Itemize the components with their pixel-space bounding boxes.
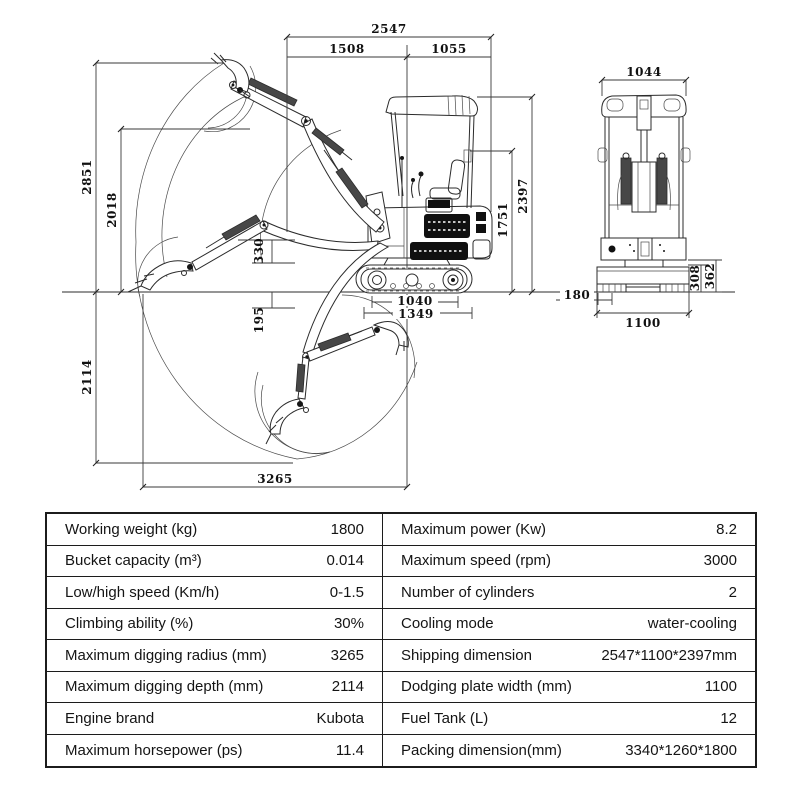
dim-2397: 2397 xyxy=(516,178,530,214)
spec-value: 2547*1100*2397mm xyxy=(601,646,737,664)
dim-1751: 1751 xyxy=(496,202,510,238)
spec-row xyxy=(47,672,382,704)
spec-label: Climbing ability (%) xyxy=(65,615,194,633)
spec-row xyxy=(47,735,382,767)
control-console xyxy=(411,172,452,213)
canopy-front-post xyxy=(391,112,403,196)
spec-label: Engine brand xyxy=(65,709,155,727)
dim-195: 195 xyxy=(252,306,266,334)
spec-row xyxy=(383,577,755,609)
spec-value: 12 xyxy=(720,709,737,727)
spec-value: 3265 xyxy=(330,646,364,664)
dim-180: 180 xyxy=(563,288,591,302)
spec-row xyxy=(383,609,755,641)
dim-308: 308 xyxy=(688,264,702,292)
canopy-roof xyxy=(386,96,478,116)
spec-row xyxy=(383,735,755,767)
bucket-high xyxy=(211,53,250,98)
dim-1044: 1044 xyxy=(626,65,662,79)
rear-mirror-left xyxy=(598,148,607,162)
spec-label: Low/high speed (Km/h) xyxy=(65,583,220,601)
spec-label: Number of cylinders xyxy=(401,583,535,601)
spec-row xyxy=(383,703,755,735)
spec-table-left-column xyxy=(47,514,383,766)
spec-value: 11.4 xyxy=(335,741,364,759)
dim-362: 362 xyxy=(703,262,717,290)
spec-row xyxy=(47,577,382,609)
spec-row xyxy=(383,640,755,672)
spec-label: Maximum horsepower (ps) xyxy=(65,741,243,759)
rear-mirror-right xyxy=(681,148,690,162)
spec-table xyxy=(45,512,757,768)
rear-body xyxy=(601,238,686,267)
spec-row xyxy=(47,609,382,641)
dim-1100: 1100 xyxy=(625,316,661,330)
spec-value: water-cooling xyxy=(647,615,737,633)
rear-view xyxy=(597,95,690,292)
dim-1040: 1040 xyxy=(397,294,433,308)
spec-label: Dodging plate width (mm) xyxy=(401,678,572,696)
spec-row xyxy=(47,703,382,735)
spec-label: Cooling mode xyxy=(401,615,494,633)
dim-1508: 1508 xyxy=(329,42,365,56)
spec-label: Maximum digging radius (mm) xyxy=(65,646,267,664)
spec-label: Fuel Tank (L) xyxy=(401,709,489,727)
bucket-curl xyxy=(374,322,408,348)
dim-1055: 1055 xyxy=(431,42,467,56)
spec-value: 1800 xyxy=(330,520,364,538)
spec-row xyxy=(47,640,382,672)
dim-3265: 3265 xyxy=(257,472,293,486)
grille-panel xyxy=(424,214,470,238)
spec-value: 3340*1260*1800 xyxy=(625,741,737,759)
spec-value: 30% xyxy=(333,615,364,633)
spec-value: 0-1.5 xyxy=(329,583,364,601)
boom-raised xyxy=(211,53,384,232)
dim-2851: 2851 xyxy=(80,159,94,195)
spec-value: 2114 xyxy=(331,678,364,696)
spec-row xyxy=(383,546,755,578)
spec-label: Bucket capacity (m³) xyxy=(65,552,202,570)
seat xyxy=(430,159,465,199)
spec-label: Maximum power (Kw) xyxy=(401,520,547,538)
spec-value: 3000 xyxy=(703,552,737,570)
dim-2018: 2018 xyxy=(105,192,119,228)
spec-value: 8.2 xyxy=(716,520,737,538)
spec-value: Kubota xyxy=(316,709,364,727)
spec-row xyxy=(383,514,755,546)
spec-row xyxy=(47,546,382,578)
spec-label: Maximum digging depth (mm) xyxy=(65,678,264,696)
spec-value: 1100 xyxy=(704,678,737,696)
dim-1349: 1349 xyxy=(398,307,434,321)
track-side xyxy=(356,258,472,293)
bucket-deep xyxy=(266,399,309,444)
spec-label: Maximum speed (rpm) xyxy=(401,552,552,570)
spec-row xyxy=(383,672,755,704)
dim-2114: 2114 xyxy=(80,359,94,395)
side-view xyxy=(128,53,492,444)
spec-value: 2 xyxy=(728,583,737,601)
spec-row xyxy=(47,514,382,546)
spec-label: Shipping dimension xyxy=(401,646,532,664)
spec-label: Packing dimension(mm) xyxy=(401,741,562,759)
dim-2547: 2547 xyxy=(371,22,407,36)
spec-table-right-column xyxy=(383,514,755,766)
spec-label: Working weight (kg) xyxy=(65,520,198,538)
spec-value: 0.014 xyxy=(326,552,364,570)
rear-blade-tracks xyxy=(597,267,689,292)
dim-330: 330 xyxy=(252,237,266,265)
